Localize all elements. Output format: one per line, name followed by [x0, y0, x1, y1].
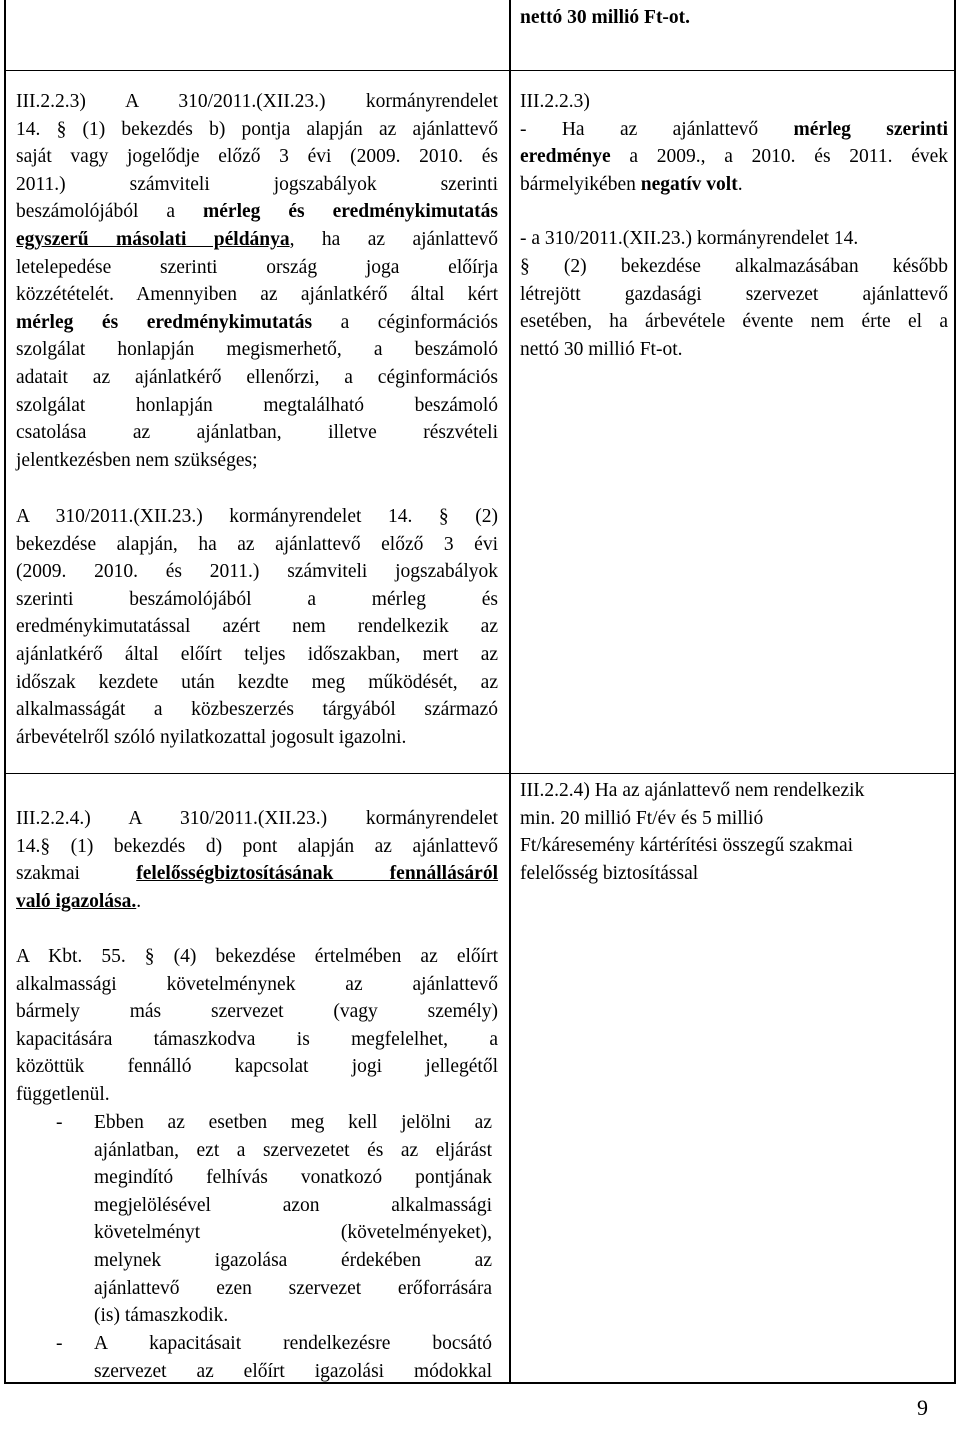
text-line: ajánlatban, ezt a szervezetet és az eljárást — [94, 1139, 492, 1161]
text-line — [520, 143, 948, 171]
text-line — [520, 116, 948, 144]
text-run: . — [136, 890, 142, 912]
text-line — [520, 171, 948, 199]
carryover-text: nettó 30 millió Ft-ot. — [520, 7, 691, 28]
text-line: árbevételről szóló nyilatkozattal jogosult igazolni. — [16, 726, 407, 748]
requirement-liability-insurance — [16, 805, 498, 915]
text-line: § (2) bekezdése alkalmazásában később — [520, 255, 948, 277]
text-line: kapacitására támaszkodva is megfelelhet, a — [16, 1028, 498, 1050]
text-line: Ft/káresemény kártérítési összegű szakmai — [520, 835, 854, 857]
text-line: A Kbt. 55. § (4) bekezdése értelmében az előírt — [16, 946, 498, 967]
text-run: . — [737, 173, 743, 195]
bold-run: eredménye — [520, 146, 611, 168]
text-line: jelentkezésben nem szükséges; — [16, 449, 258, 471]
text-line: adatait az ajánlatkérő ellenőrzi, a céginformációs — [16, 366, 498, 388]
column-divider — [509, 0, 511, 1384]
text-line: (2009. 2010. és 2011.) számviteli jogszabályok — [16, 561, 498, 583]
text-run: , ha az ajánlattevő — [289, 228, 498, 250]
criterion-balance-sheet — [520, 88, 948, 363]
text-line: szervezet az előírt igazolási módokkal — [94, 1360, 492, 1382]
text-line: megjelölésével azon alkalmassági — [94, 1194, 492, 1216]
text-line: saját vagy jogelődje előző 3 évi (2009. 2010. és — [16, 146, 498, 168]
text-line: III.2.2.4) Ha az ajánlattevő nem rendelkezik — [520, 780, 865, 801]
text-line: letelepedése szerinti ország joga előírja — [16, 256, 498, 278]
text-line: alkalmasságát a közbeszerzés tárgyából származó — [16, 699, 498, 721]
text-line: III.2.2.3) — [520, 91, 590, 112]
text-line: felelősség biztosítással — [520, 862, 699, 884]
requirement-new-company — [16, 503, 498, 751]
requirement-balance-sheet — [16, 88, 498, 474]
row-separator-1 — [4, 70, 956, 71]
text-line: csatolása az ajánlatban, illetve részvételi — [16, 422, 498, 444]
bold-run: mérleg és eredménykimutatás — [16, 311, 313, 333]
bold-underline-run: felelősségbiztosításának fennállásáról — [136, 863, 499, 885]
text-run: beszámolójából a — [16, 201, 204, 223]
text-line: követelményt (követelményeket), — [94, 1222, 492, 1244]
text-line: esetében, ha árbevétele évente nem érte el a — [520, 311, 948, 333]
text-line: A 310/2011.(XII.23.) kormányrendelet 14. § (2) — [16, 506, 498, 527]
text-line: III.2.2.3) A 310/2011.(XII.23.) kormányrendelet — [16, 91, 498, 112]
text-line: melynek igazolása érdekében az — [94, 1249, 492, 1271]
text-line: III.2.2.4.) A 310/2011.(XII.23.) kormányrendelet — [16, 808, 498, 829]
text-line: ajánlattevő ezen szervezet erőforrására — [94, 1277, 492, 1299]
text-line — [16, 309, 498, 337]
text-line: megindító felhívás vonatkozó pontjának — [94, 1167, 492, 1189]
text-run: bármelyikében — [520, 173, 641, 195]
bold-underline-run: egyszerű másolati példánya — [16, 228, 290, 250]
text-line: A kapacitásait rendelkezésre bocsátó — [94, 1333, 492, 1354]
text-line: közöttük fennálló kapcsolat jogi jellegétől — [16, 1056, 498, 1078]
spacer — [520, 198, 948, 225]
text-run: a 2009., a 2010. és 2011. évek — [610, 146, 948, 168]
text-line: szerinti beszámolójából a mérleg és — [16, 588, 498, 610]
text-run: a céginformációs — [312, 311, 499, 333]
text-line: 14.§ (1) bekezdés d) pont alapján az ajánlattevő — [16, 835, 498, 857]
text-line: alkalmassági követelménynek az ajánlattevő — [16, 973, 498, 995]
text-line: 14. § (1) bekezdés b) pontja alapján az ajánlattevő — [16, 118, 498, 140]
text-line — [16, 888, 498, 916]
text-line — [16, 226, 498, 254]
text-run: szakmai — [16, 863, 137, 885]
bold-run: mérleg szerinti — [793, 118, 948, 140]
text-line: (is) támaszkodik. — [94, 1305, 229, 1327]
text-line: bekezdése alapján, ha az ajánlattevő előző 3 évi — [16, 533, 498, 555]
page-number: 9 — [917, 1395, 928, 1420]
text-line — [16, 860, 498, 888]
text-line: nettó 30 millió Ft-ot. — [520, 338, 683, 360]
text-line: min. 20 millió Ft/év és 5 millió — [520, 807, 764, 829]
bullet-item-1 — [56, 1109, 492, 1330]
text-line: ajánlatkérő által előírt teljes időszakban, mert az — [16, 643, 498, 665]
row-separator-2 — [4, 773, 956, 774]
text-line: függetlenül. — [16, 1083, 110, 1105]
capacity-reliance-text — [16, 943, 498, 1109]
bullet-dash: - — [56, 1112, 63, 1133]
bold-run: negatív volt — [640, 173, 738, 195]
bullet-item-2 — [56, 1330, 492, 1385]
text-run: - Ha az ajánlattevő — [520, 118, 794, 140]
text-line: közzétételét. Amennyiben az ajánlatkérő által kért — [16, 284, 498, 306]
text-line: szolgálat honlapján megtalálható beszámoló — [16, 394, 498, 416]
bold-underline-run: való igazolása. — [16, 890, 137, 912]
criterion-liability-insurance — [520, 777, 948, 887]
text-line — [16, 198, 498, 226]
text-line: létrejött gazdasági szervezet ajánlattevő — [520, 283, 948, 305]
bullet-dash: - — [56, 1333, 63, 1354]
text-line: szolgálat honlapján megismerhető, a beszámoló — [16, 339, 498, 361]
text-line: 2011.) számviteli jogszabályok szerinti — [16, 173, 498, 195]
text-line: Ebben az esetben meg kell jelölni az — [94, 1112, 492, 1133]
bold-run: mérleg és eredménykimutatás — [203, 201, 498, 223]
text-line: - a 310/2011.(XII.23.) kormányrendelet 14. — [520, 228, 859, 250]
carryover-cell — [520, 4, 948, 32]
text-line: időszak kezdete után kezdte meg működését, az — [16, 671, 498, 693]
text-line: bármely más szervezet (vagy személy) — [16, 1001, 498, 1023]
text-line: eredménykimutatással azért nem rendelkezik az — [16, 616, 498, 638]
